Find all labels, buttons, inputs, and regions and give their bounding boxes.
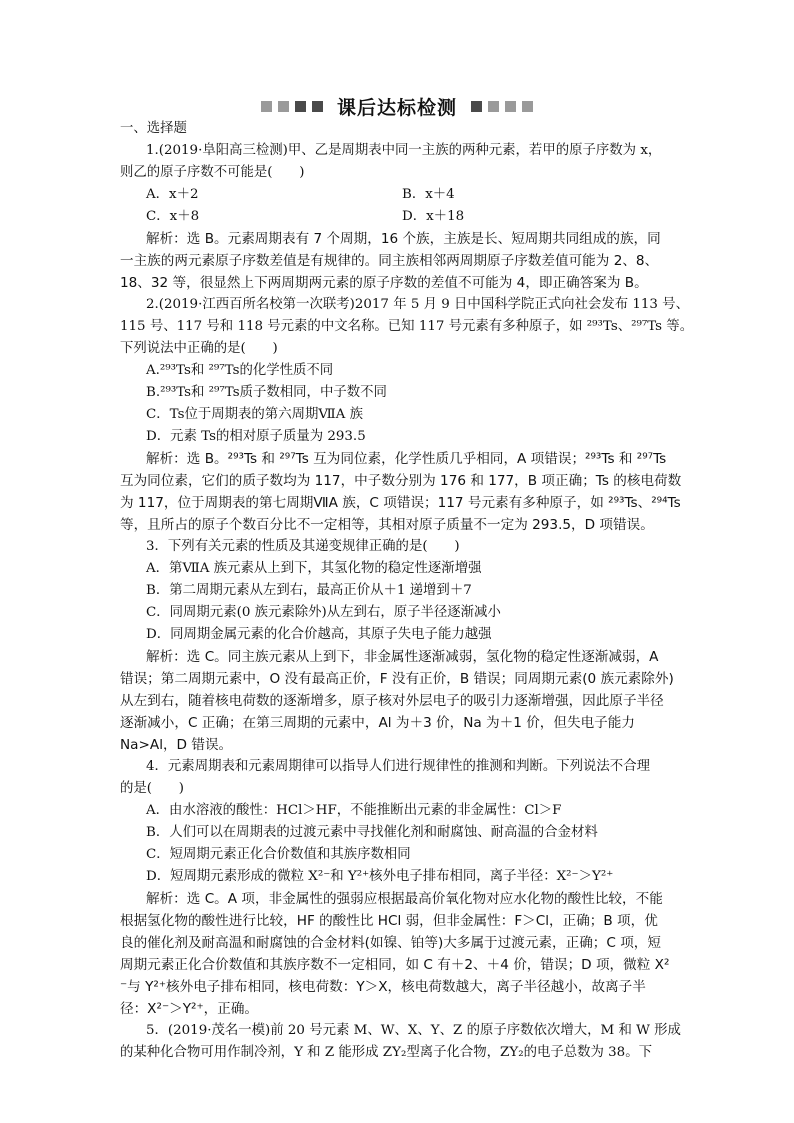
text-line: 5．(2019·茂名一模)前 20 号元素 M、W、X、Y、Z 的原子序数依次增大，M 和 W 形成 (146, 1023, 681, 1038)
text-line: C．Ts位于周期表的第六周期ⅦA 族 (146, 407, 363, 422)
text-line: B．x＋4 (402, 187, 455, 202)
text-line: 1.(2019·阜阳高三检测)甲、乙是周期表中同一主族的两种元素，若甲的原子序数为 x， (146, 143, 662, 158)
text-line: 根据氢化物的酸性进行比较，HF 的酸性比 HCl 弱，但非金属性：F＞Cl，正确；B 项，优 (120, 913, 658, 929)
text-line: B．第二周期元素从左到右，最高正价从＋1 递增到＋7 (146, 583, 472, 598)
text-line: D．x＋18 (402, 209, 465, 224)
text-line: 解析：选 B。²⁹³Ts 和 ²⁹⁷Ts 互为同位素，化学性质几乎相同，A 项错误；²⁹³Ts 和 ²⁹⁷Ts (146, 451, 667, 467)
text-line: 2.(2019·江西百所名校第一次联考)2017 年 5 月 9 日中国科学院正式向社会发布 113 号、 (146, 297, 689, 312)
text-line: 径：X²⁻＞Y²⁺，正确。 (120, 1001, 259, 1017)
text-line: 解析：选 C。A 项，非金属性的强弱应根据最高价氧化物对应水化物的酸性比较，不能 (146, 891, 663, 907)
text-line: B．人们可以在周期表的过渡元素中寻找催化剂和耐腐蚀、耐高温的合金材料 (146, 825, 598, 840)
text-line: 为 117，位于周期表的第七周期ⅦA 族，C 项错误；117 号元素有多种原子，如 ²⁹³Ts、²⁹⁴Ts (120, 495, 681, 511)
text-line: 18、32 等，很显然上下两周期两元素的原子序数的差值不可能为 4，即正确答案为 B。 (120, 275, 648, 291)
decor-square-icon (261, 101, 272, 112)
text-line: 的某种化合物可用作制冷剂，Y 和 Z 能形成 ZY₂型离子化合物，ZY₂的电子总数为 38。下 (120, 1045, 652, 1060)
text-line: C．短周期元素正化合价数值和其族序数相同 (146, 847, 411, 862)
text-line: 4．元素周期表和元素周期律可以指导人们进行规律性的推测和判断。下列说法不合理 (146, 759, 650, 774)
decor-square-icon (505, 101, 516, 112)
decor-square-icon (312, 101, 323, 112)
text-line: A．第ⅦA 族元素从上到下，其氢化物的稳定性逐渐增强 (146, 561, 482, 576)
decor-square-icon (522, 101, 533, 112)
text-line: 下列说法中正确的是( ) (120, 341, 278, 356)
text-line: D．短周期元素形成的微粒 X²⁻和 Y²⁺核外电子排布相同，离子半径：X²⁻＞Y²⁺ (146, 869, 614, 884)
text-line: 3．下列有关元素的性质及其递变规律正确的是( ) (146, 539, 460, 554)
text-line: B.²⁹³Ts和 ²⁹⁷Ts质子数相同，中子数不同 (146, 385, 387, 400)
section-title: 课后达标检测 (336, 97, 457, 119)
section-header (0, 93, 794, 117)
text-line: 等，且所占的原子个数百分比不一定相等，其相对原子质量不一定为 293.5，D 项错误。 (120, 517, 654, 533)
text-line: D．同周期金属元素的化合价越高，其原子失电子能力越强 (146, 627, 492, 642)
text-line: 周期元素正化合价数值和其族序数不一定相同，如 C 有＋2、＋4 价，错误；D 项，微粒 X² (120, 957, 670, 973)
text-line: ⁻与 Y²⁺核外电子排布相同，核电荷数：Y＞X，核电荷数越大，离子半径越小，故离子半 (120, 979, 646, 995)
text-line: 解析：选 B。元素周期表有 7 个周期，16 个族，主族是长、短周期共同组成的族，同 (146, 231, 661, 247)
text-line: A.²⁹³Ts和 ²⁹⁷Ts的化学性质不同 (146, 363, 334, 378)
text-line: 解析：选 C。同主族元素从上到下，非金属性逐渐减弱，氢化物的稳定性逐渐减弱，A (146, 649, 659, 665)
text-line: 则乙的原子序数不可能是( ) (120, 165, 305, 180)
decor-square-icon (471, 101, 482, 112)
text-line: A．x＋2 (146, 187, 199, 202)
text-line: 逐渐减小，C 正确；在第三周期的元素中，Al 为＋3 价，Na 为＋1 价，但失电子能力 (120, 715, 635, 731)
text-line: 的是( ) (120, 781, 185, 796)
text-line: 错误；第二周期元素中，O 没有最高正价，F 没有正价，B 错误；同周期元素(0 族元素除外) (120, 671, 674, 687)
text-line: C．x＋8 (146, 209, 200, 224)
text-line: D．元素 Ts的相对原子质量为 293.5 (146, 429, 366, 444)
decor-square-icon (488, 101, 499, 112)
decor-square-icon (295, 101, 306, 112)
text-line: 从左到右，随着核电荷数的逐渐增多，原子核对外层电子的吸引力逐渐增强，因此原子半径 (120, 693, 664, 709)
decor-square-icon (278, 101, 289, 112)
text-line: A．由水溶液的酸性：HCl＞HF，不能推断出元素的非金属性：Cl＞F (146, 803, 562, 818)
text-line: 一主族的两元素原子序数差值是有规律的。同主族相邻两周期原子序数差值可能为 2、8、 (120, 253, 659, 269)
text-line: C．同周期元素(0 族元素除外)从左到右，原子半径逐渐减小 (146, 605, 501, 620)
text-line: 一、选择题 (120, 121, 187, 136)
text-line: Na>Al，D 错误。 (120, 737, 233, 753)
text-line: 115 号、117 号和 118 号元素的中文名称。已知 117 号元素有多种原子，如 ²⁹³Ts、²⁹⁷Ts 等。 (120, 319, 694, 334)
text-line: 良的催化剂及耐高温和耐腐蚀的合金材料(如镍、铂等)大多属于过渡元素，正确；C 项，短 (120, 935, 661, 951)
text-line: 互为同位素，它们的质子数均为 117，中子数分别为 176 和 177，B 项正确；Ts 的核电荷数 (120, 473, 682, 489)
